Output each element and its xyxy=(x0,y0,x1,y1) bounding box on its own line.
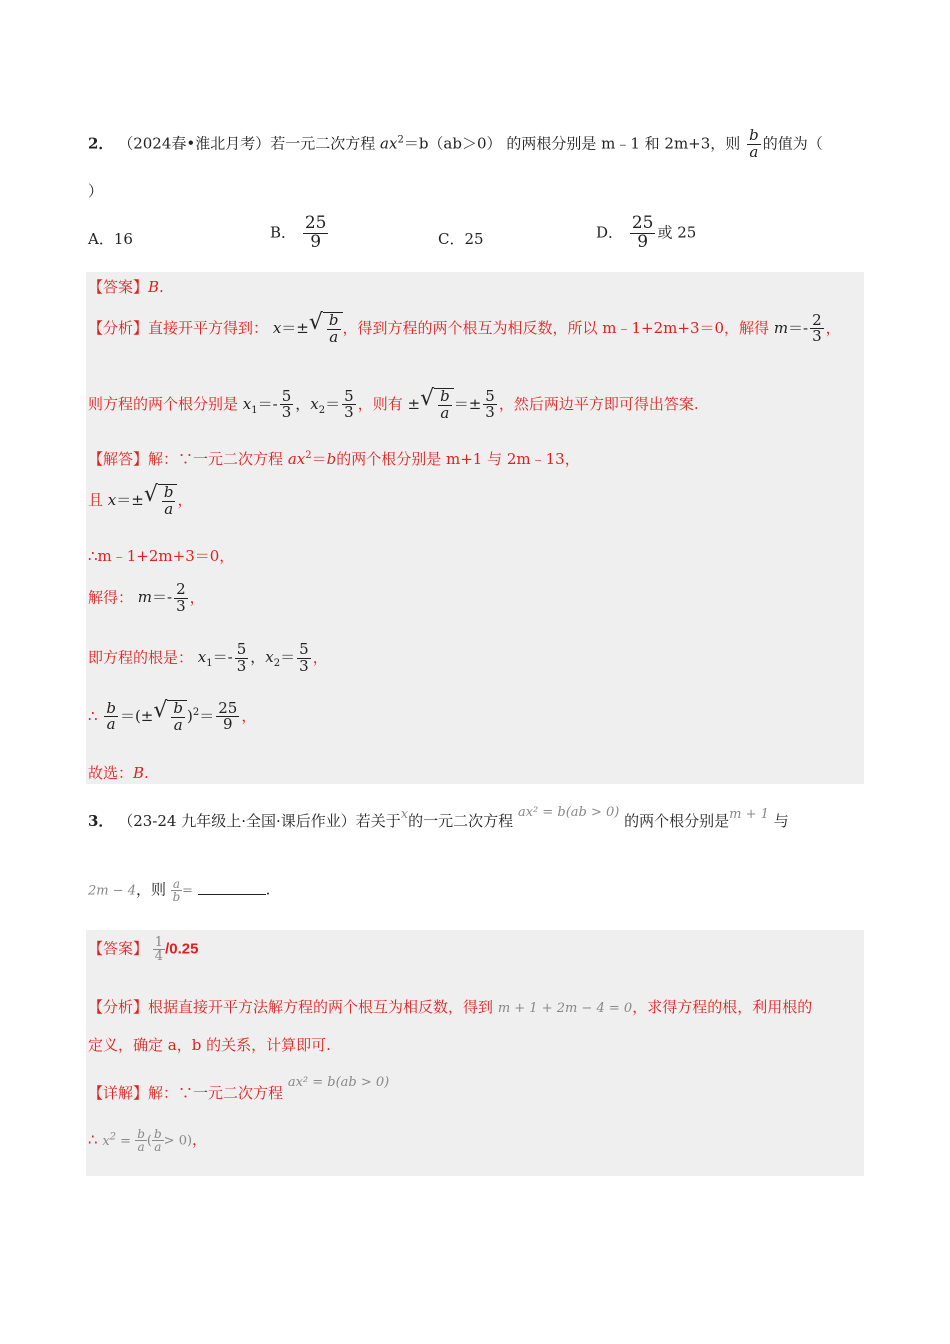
q2-option-c[interactable]: C．25 xyxy=(438,230,484,248)
q2-eq-rest: ＝b（ab＞0） xyxy=(403,134,502,153)
q3-stem-line2: 2m − 4，则 $\frac{a}{b}$ = . xyxy=(88,877,271,904)
q2-solve-line4: 解得： m＝- $\frac{2}{3}$ ， xyxy=(88,580,205,615)
q2-stem-text-2: 的两根分别是 xyxy=(506,134,597,153)
q2-solve-line2: 且 x＝± √ $\frac{b}{a}$ ， xyxy=(88,482,193,518)
q2-option-b[interactable]: B． $\frac{25}{9}$ xyxy=(270,213,327,252)
q3-number: 3． xyxy=(88,812,114,830)
q3-detail-line1: 【详解】解：∵一元二次方程 ax² = b(ab > 0) xyxy=(88,1075,390,1102)
q2-eq-exp: 2 xyxy=(397,134,404,146)
q3-a-over-b: $\frac{a}{b}$ xyxy=(172,877,181,904)
q2-solve-line7: 故选：B. xyxy=(88,764,149,782)
q2-source: （2024春•淮北月考） xyxy=(118,134,271,153)
q2-roots: m﹣1 和 2m+3，则 xyxy=(601,134,741,153)
q3-analysis-line1: 【分析】根据直接开平方法解方程的两个根互为相反数，得到 m + 1 + 2m − 4 = 0，求得方程的根，利用根的 xyxy=(88,998,813,1016)
q3-detail-line2: ∴ $x^2$ = $\frac{b}{a}$ ( $\frac{b}{a}$ > 0)， xyxy=(88,1127,208,1154)
q3-answer: 【答案】 $\frac{1}{4}$ /0.25 xyxy=(88,935,199,964)
q2-solve-line1: 【解答】解：∵一元二次方程 $ax^2=b$的两个根分别是 m+1 与 2m﹣13， xyxy=(88,450,580,468)
q3-analysis-line2: 定义，确定 a，b 的关系，计算即可. xyxy=(88,1036,331,1054)
q2-answer: 【答案】B. xyxy=(88,278,164,296)
q2-number: 2． xyxy=(88,134,114,153)
q2-solve-line5: 即方程的根是： $x_1=-$ $\frac{5}{3}$ ，$x_2=$ $\frac{5}{3}$ ， xyxy=(88,640,328,675)
q3-answer-blank[interactable] xyxy=(198,894,266,895)
q2-fraction: $\frac{b}{a}$ xyxy=(749,126,759,161)
q3-source: （23-24 九年级上·全国·课后作业） xyxy=(118,812,356,830)
q2-solve-line6: ∴ $\frac{b}{a}$ ＝(± √ $\frac{b}{a}$ )$^2$＝ $\frac{25}{9}$ ， xyxy=(88,698,257,734)
q2-analysis-line2: 则方程的两个根分别是 $x_1=-$ $\frac{5}{3}$ ，$x_2=$ $\frac{5}{3}$ ，则有 ± √ $\frac{b}{a}$ ＝± $\frac{5}{3}$ ，然后两边平方即可得出答案. xyxy=(88,386,699,422)
q2-eq-a: ax xyxy=(380,134,398,153)
q2-stem-text: 若一元二次方程 xyxy=(270,134,376,153)
q3-stem: 3． （23-24 九年级上·全国·课后作业）若关于x的一元二次方程 ax² = b(ab > 0) 的两个根分别是m + 1 与 xyxy=(88,805,789,830)
q2-solve-line3: ∴m﹣1+2m+3＝0， xyxy=(88,547,235,565)
q2-stem-text-3: 的值为（ xyxy=(762,134,823,153)
q2-stem-close: ） xyxy=(88,182,104,200)
q2-option-a[interactable]: A．16 xyxy=(88,230,133,248)
q2-stem xyxy=(88,128,823,161)
q2-option-d[interactable]: D． $\frac{25}{9}$ 或 25 xyxy=(596,213,697,252)
q2-analysis-line1: 【分析】直接开平方得到： x＝± √ $\frac{b}{a}$ ，得到方程的两个根互为相反数，所以 m﹣1+2m+3＝0，解得 m＝- $\frac{2}{3}$ ， xyxy=(88,310,841,346)
